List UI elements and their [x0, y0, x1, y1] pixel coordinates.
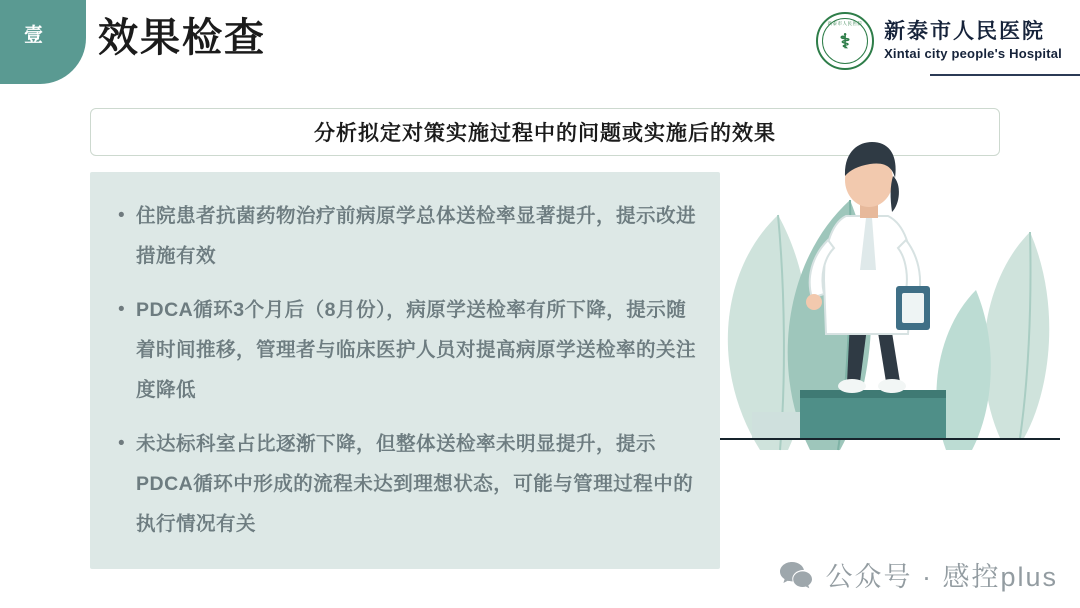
bullet-text: PDCA循环3个月后（8月份），病原学送检率有所下降，提示随着时间推移，管理者与临床医护人员对提高病原学送检率的关注度降低 — [136, 299, 697, 401]
watermark-text: 公众号 · 感控plus — [825, 562, 1058, 592]
wechat-icon — [779, 560, 813, 590]
hospital-name-group — [884, 19, 1062, 62]
page-title: 效果检查 — [98, 16, 266, 60]
logo-top-text: 新泰市人民医院 — [827, 21, 863, 26]
bullet-text: 住院患者抗菌药物治疗前病原学总体送检率显著提升，提示改进措施有效 — [136, 205, 697, 267]
ground-line — [720, 438, 1060, 440]
logo-mark-glyph: ⚕ — [839, 31, 851, 54]
list-item — [118, 290, 698, 410]
list-item — [118, 424, 698, 544]
watermark — [779, 555, 1058, 594]
subtitle-label: 分析拟定对策实施过程中的问题或实施后的效果 — [314, 122, 776, 145]
hospital-logo-icon — [816, 12, 874, 70]
bullet-marker-icon: • — [118, 205, 125, 226]
header-divider — [930, 74, 1080, 76]
section-number-badge — [0, 0, 86, 84]
bullet-marker-icon: • — [118, 299, 125, 320]
doctor-illustration — [700, 120, 1080, 480]
content-panel — [90, 172, 720, 569]
bullet-marker-icon: • — [118, 433, 125, 454]
illustration-svg — [700, 120, 1080, 480]
list-item — [118, 196, 698, 276]
bullet-text: 未达标科室占比逐渐下降，但整体送检率未明显提升，提示PDCA循环中形成的流程未达到理想状态，可能与管理过程中的执行情况有关 — [136, 433, 694, 535]
hospital-branding — [816, 12, 1062, 70]
bullet-list — [118, 196, 698, 558]
section-number-label: 壹 — [24, 25, 45, 46]
hospital-name-cn: 新泰市人民医院 — [884, 20, 1046, 44]
hospital-name-en: Xintai city people's Hospital — [884, 45, 1062, 61]
